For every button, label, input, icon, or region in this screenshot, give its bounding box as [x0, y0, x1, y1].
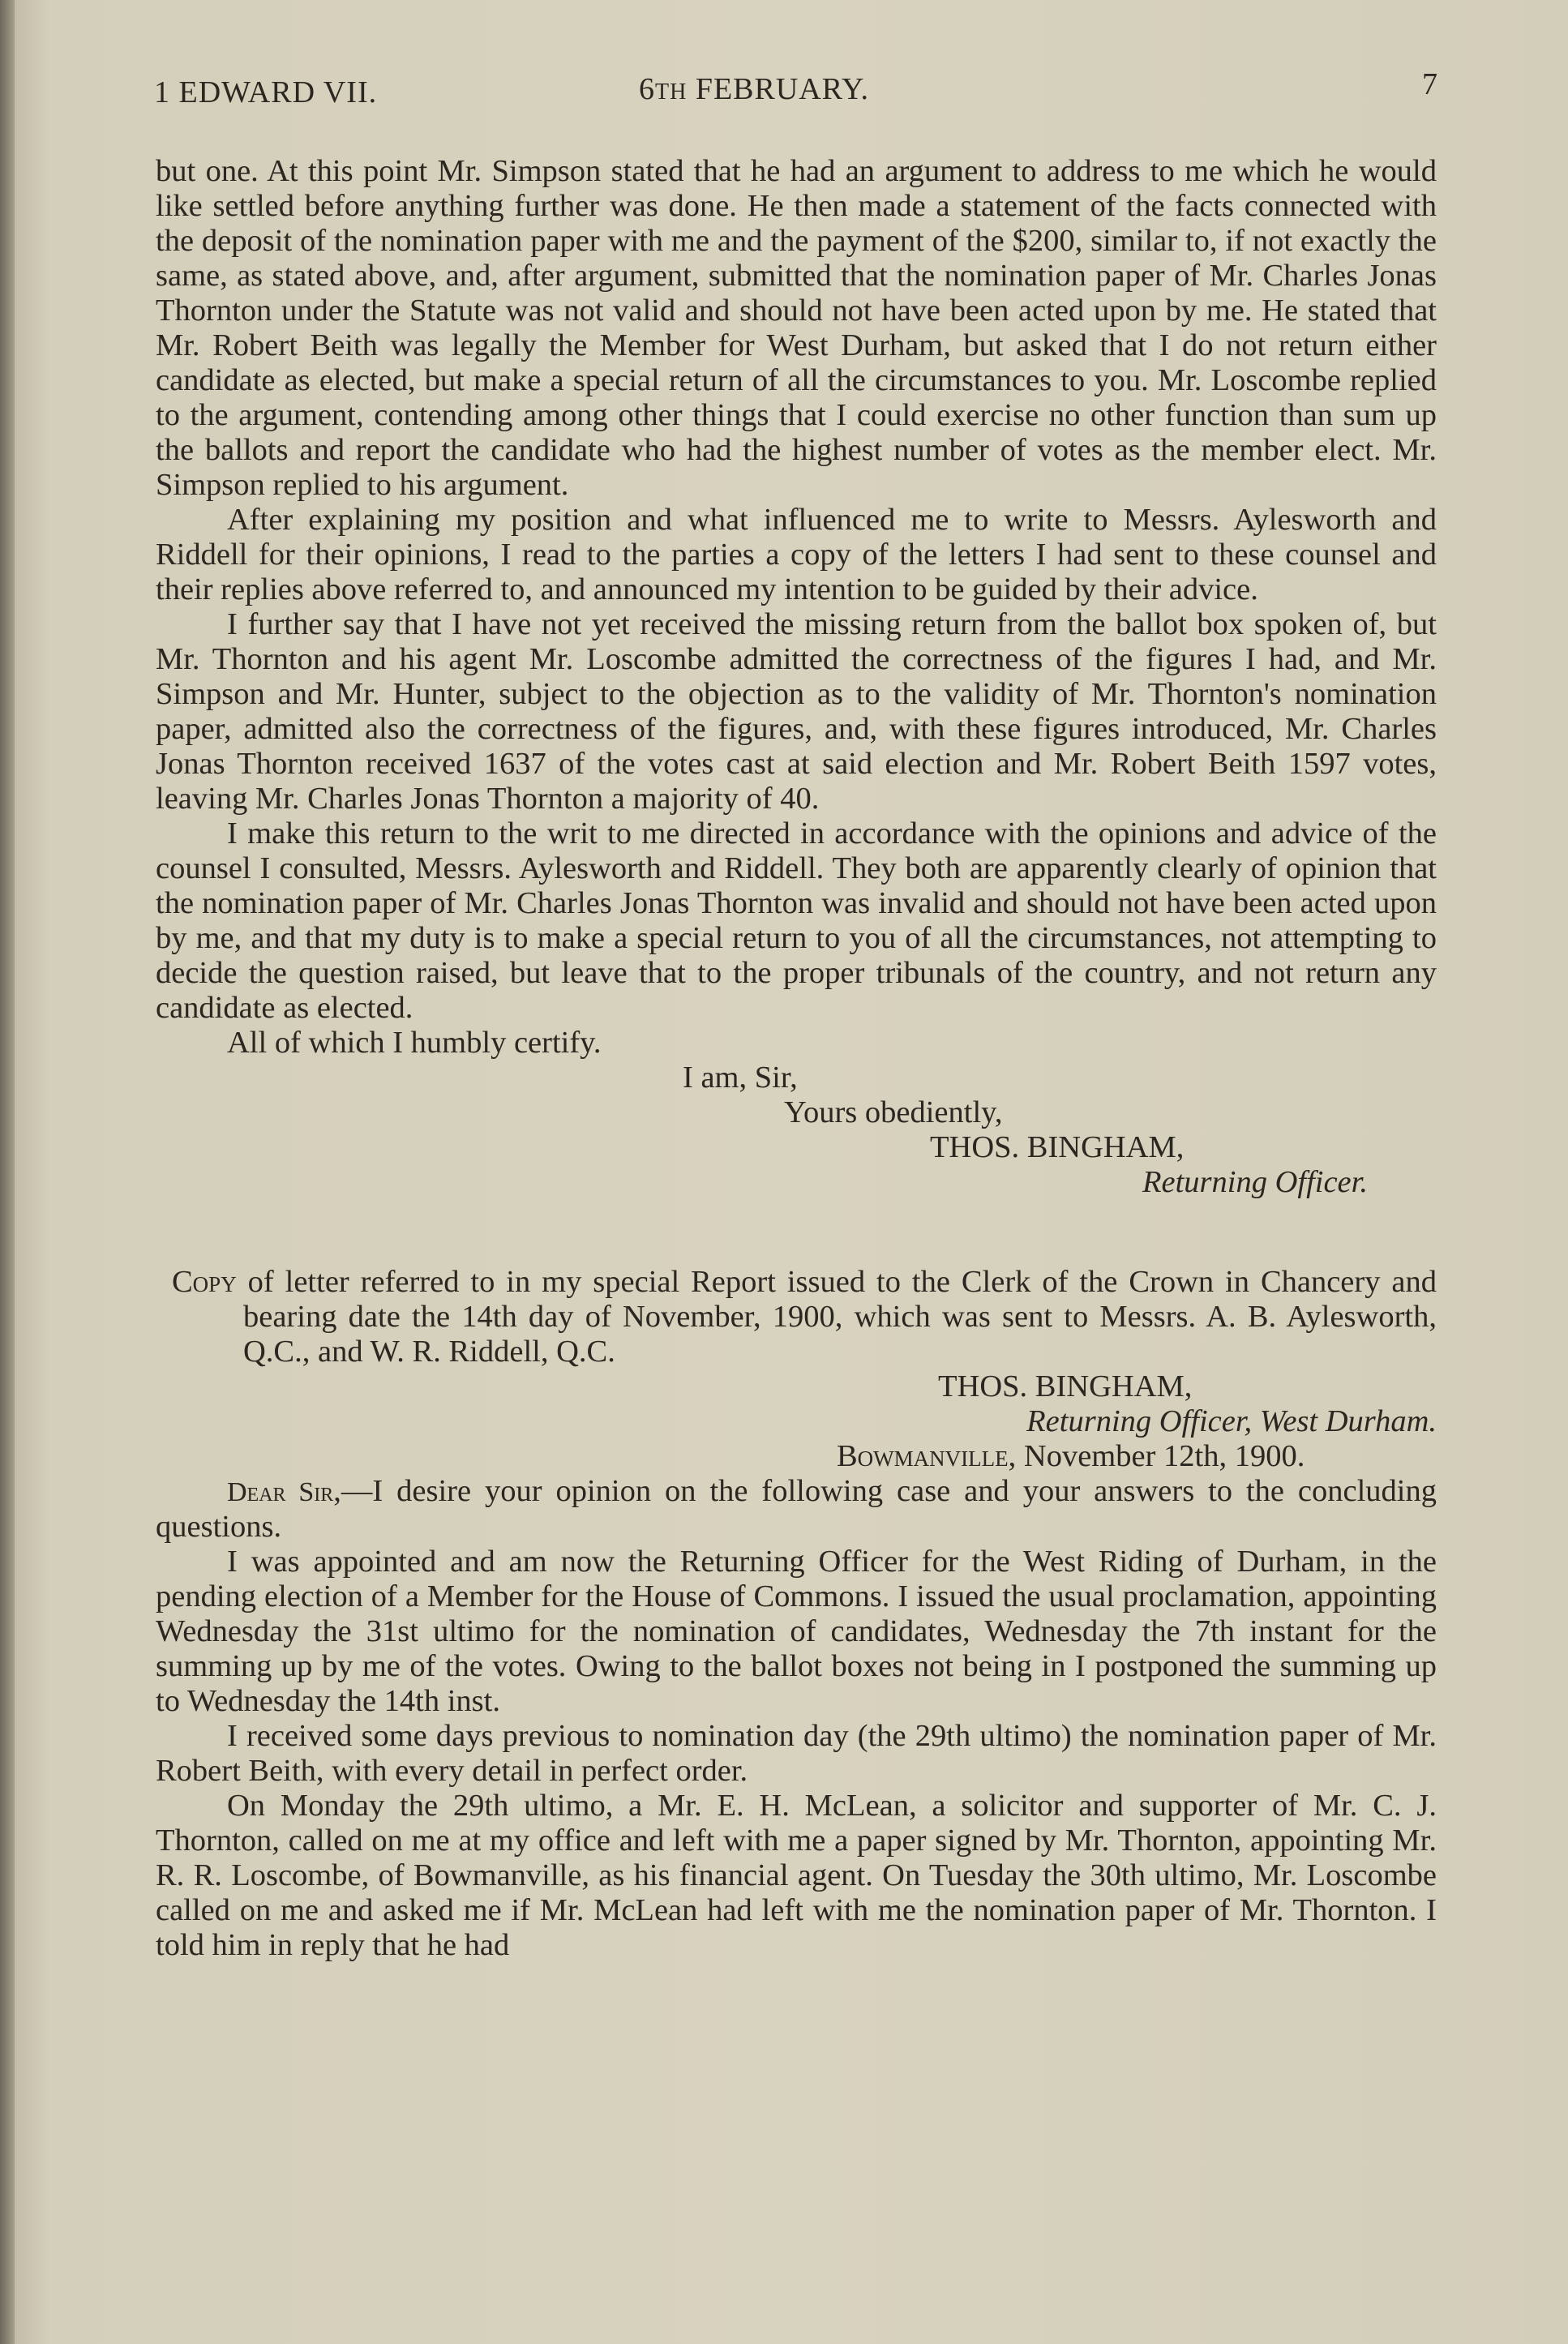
page-body [156, 154, 1437, 1963]
signatory-name: THOS. BINGHAM, [930, 1130, 1185, 1164]
letter-paragraph: I received some days previous to nomination day (the 29th ultimo) the nomination paper of Mr. Robert Beith, with every detail in perfect order. [156, 1719, 1437, 1788]
copy-note-text: of letter referred to in my special Report issued to the Clerk of the Crown in Chancery and bearing date the 14th day of November, 1900, which was sent to Messrs. A. B. Aylesworth, Q.C., and W. R. Riddell, Q.C. [236, 1265, 1437, 1369]
running-header [154, 66, 1438, 115]
header-day: 6 [639, 72, 655, 106]
paragraph: but one. At this point Mr. Simpson stated that he had an argument to address to me which he would like settled before anything further was done. He then made a statement of the facts connected with the deposit of the nomination paper with me and the payment of the $200, similar to, if not exactly the same, as stated above, and, after argument, submitted that the nomination paper of Mr. Charles Jonas Thornton under the Statute was not valid and should not have been acted upon by me. He stated that Mr. Robert Beith was legally the Member for West Durham, but asked that I do not return either candidate as elected, but make a special return of all the circumstances to you. Mr. Loscombe replied to the argument, contending among other things that I could exercise no other function than sum up the ballots and report the candidate who had the highest number of votes as the member elect. Mr. Simpson replied to his argument. [156, 154, 1437, 502]
paragraph: I further say that I have not yet received the missing return from the ballot box spoken of, but Mr. Thornton and his agent Mr. Loscombe admitted the correctness of the figures I had, and Mr. Simpson and Mr. Hunter, subject to the objection as to the validity of Mr. Thornton's nomination paper, admitted also the correctness of the figures, and, with these figures introduced, Mr. Charles Jonas Thornton received 1637 of the votes cast at said election and Mr. Robert Beith 1597 votes, leaving Mr. Charles Jonas Thornton a majority of 40. [156, 607, 1437, 816]
header-month: FEBRUARY. [695, 72, 870, 106]
header-date [639, 71, 869, 107]
letter-place: Bowmanville [837, 1439, 1009, 1473]
paragraph: I make this return to the writ to me directed in accordance with the opinions and advice of the counsel I consulted, Messrs. Aylesworth and Riddell. They both are apparently clearly of opinion that the nomination paper of Mr. Charles Jonas Thornton was invalid and should not have been acted upon by me, and that my duty is to make a special return to you of all the circumstances, not attempting to decide the question raised, but leave that to the proper tribunals of the country, and not return any candidate as elected. [156, 816, 1437, 1025]
page-number: 7 [1422, 67, 1438, 101]
header-day-suffix: TH [655, 79, 688, 105]
letter-date: , November 12th, 1900. [1008, 1439, 1305, 1473]
letter-paragraph: I was appointed and am now the Returning Officer for the West Riding of Durham, in the pending election of a Member for the House of Commons. I issued the usual proclamation, appointing Wednesday the 31st ultimo for the nomination of candidates, Wednesday the 7th instant for the summing up by me of the votes. Owing to the ballot boxes not being in I postponed the summing up to Wednesday the 14th inst. [156, 1545, 1437, 1718]
letter-dateline [156, 1439, 1437, 1474]
letter-opening [156, 1474, 1437, 1545]
copy-note-block [156, 1265, 1437, 1439]
section-gap [156, 1200, 1437, 1265]
letter-paragraph: On Monday the 29th ultimo, a Mr. E. H. McLean, a solicitor and supporter of Mr. C. J. Thornton, called on me at my office and left with me a paper signed by Mr. Thornton, appointing Mr. R. R. Loscombe, of Bowmanville, as his financial agent. On Tuesday the 30th ultimo, Mr. Loscombe called on me and asked me if Mr. McLean had left with me the nomination paper of Mr. Thornton. I told him in reply that he had [156, 1789, 1437, 1962]
closing-salutation: I am, Sir, [683, 1061, 798, 1095]
copy-signatory-title: Returning Officer, West Durham. [1026, 1404, 1437, 1438]
letter-salutation: Dear Sir [227, 1477, 334, 1507]
paragraph: After explaining my position and what influenced me to write to Messrs. Aylesworth and Riddell for their opinions, I read to the parties a copy of the letters I had sent to these counsel and their replies above referred to, and announced my intention to be guided by their advice. [156, 503, 1437, 606]
copy-note-lead: Copy [172, 1265, 237, 1299]
copy-signatory-name: THOS. BINGHAM, [938, 1369, 1193, 1403]
closing-valediction: Yours obediently, [784, 1095, 1003, 1129]
copy-note [172, 1265, 1437, 1369]
book-spine-shadow [0, 0, 15, 2344]
signatory-title: Returning Officer. [1142, 1165, 1368, 1199]
certification-line: All of which I humbly certify. [227, 1026, 602, 1060]
letter-opening-text: ,—I desire your opinion on the following case and your answers to the concluding questions. [156, 1474, 1437, 1544]
header-regnal-year: 1 EDWARD VII. [154, 75, 378, 109]
